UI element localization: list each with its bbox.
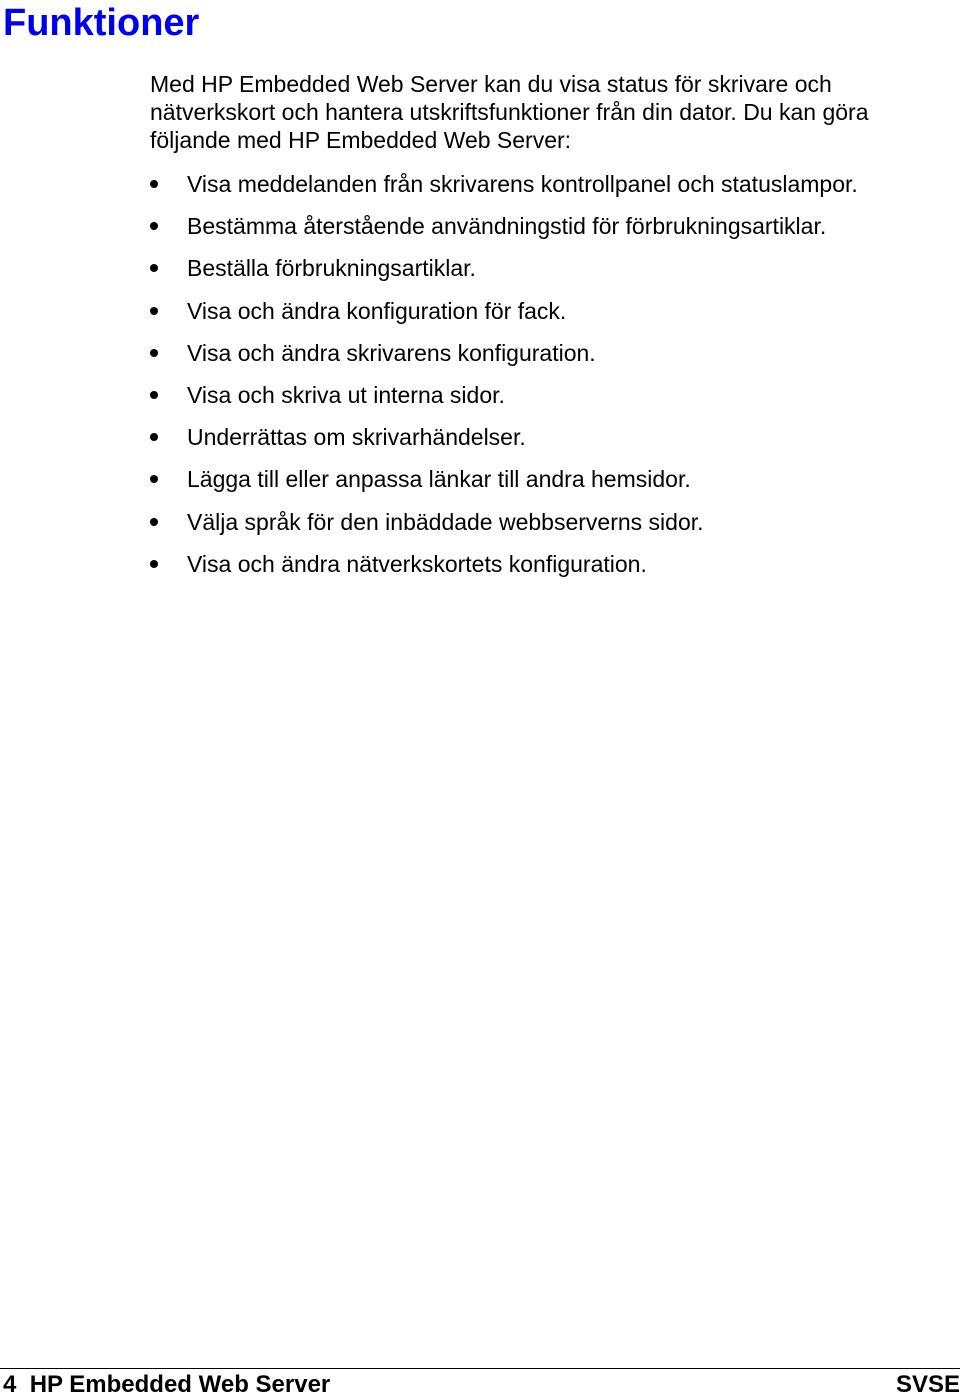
list-item-text: Underrättas om skrivarhändelser. bbox=[187, 424, 526, 451]
bullet-icon bbox=[150, 433, 158, 441]
bullet-icon bbox=[150, 349, 158, 357]
list-item bbox=[150, 211, 940, 253]
list-item bbox=[150, 507, 940, 549]
list-item-text: Bestämma återstående användningstid för förbrukningsartiklar. bbox=[187, 213, 827, 240]
footer-document-title: HP Embedded Web Server bbox=[29, 1371, 331, 1398]
footer-page-number: 4 bbox=[3, 1371, 17, 1398]
page-title: Funktioner bbox=[3, 2, 200, 44]
bullet-icon bbox=[150, 560, 158, 568]
list-item bbox=[150, 169, 940, 211]
list-item bbox=[150, 549, 940, 591]
list-item-text: Visa och ändra konfiguration för fack. bbox=[187, 297, 567, 324]
list-item bbox=[150, 253, 940, 295]
bullet-icon bbox=[150, 391, 158, 399]
list-item-text: Visa och ändra skrivarens konfiguration. bbox=[187, 339, 596, 366]
list-item bbox=[150, 296, 940, 338]
list-item bbox=[150, 380, 940, 422]
list-item bbox=[150, 464, 940, 506]
bullet-icon bbox=[150, 222, 158, 230]
list-item-text: Beställa förbrukningsartiklar. bbox=[187, 255, 476, 282]
footer-left bbox=[3, 1371, 330, 1399]
list-item-text: Välja språk för den inbäddade webbserverns sidor. bbox=[187, 508, 704, 535]
feature-list bbox=[150, 169, 940, 591]
bullet-icon bbox=[150, 518, 158, 526]
bullet-icon bbox=[150, 307, 158, 315]
list-item-text: Visa och ändra nätverkskortets konfiguration. bbox=[187, 550, 647, 577]
bullet-icon bbox=[150, 264, 158, 272]
bullet-icon bbox=[150, 475, 158, 483]
list-item-text: Lägga till eller anpassa länkar till andra hemsidor. bbox=[187, 466, 691, 493]
list-item-text: Visa meddelanden från skrivarens kontrollpanel och statuslampor. bbox=[187, 171, 858, 197]
page-footer bbox=[0, 1368, 960, 1398]
intro-paragraph: Med HP Embedded Web Server kan du visa status för skrivare och nätverkskort och hantera utskriftsfunktioner från din dator. Du kan göra följande med HP Embedded Web Server: bbox=[150, 71, 869, 153]
list-item bbox=[150, 338, 940, 380]
footer-language-code: SVSE bbox=[895, 1371, 960, 1398]
list-item bbox=[150, 422, 940, 464]
bullet-icon bbox=[150, 180, 158, 188]
list-item-text: Visa och skriva ut interna sidor. bbox=[187, 381, 505, 408]
